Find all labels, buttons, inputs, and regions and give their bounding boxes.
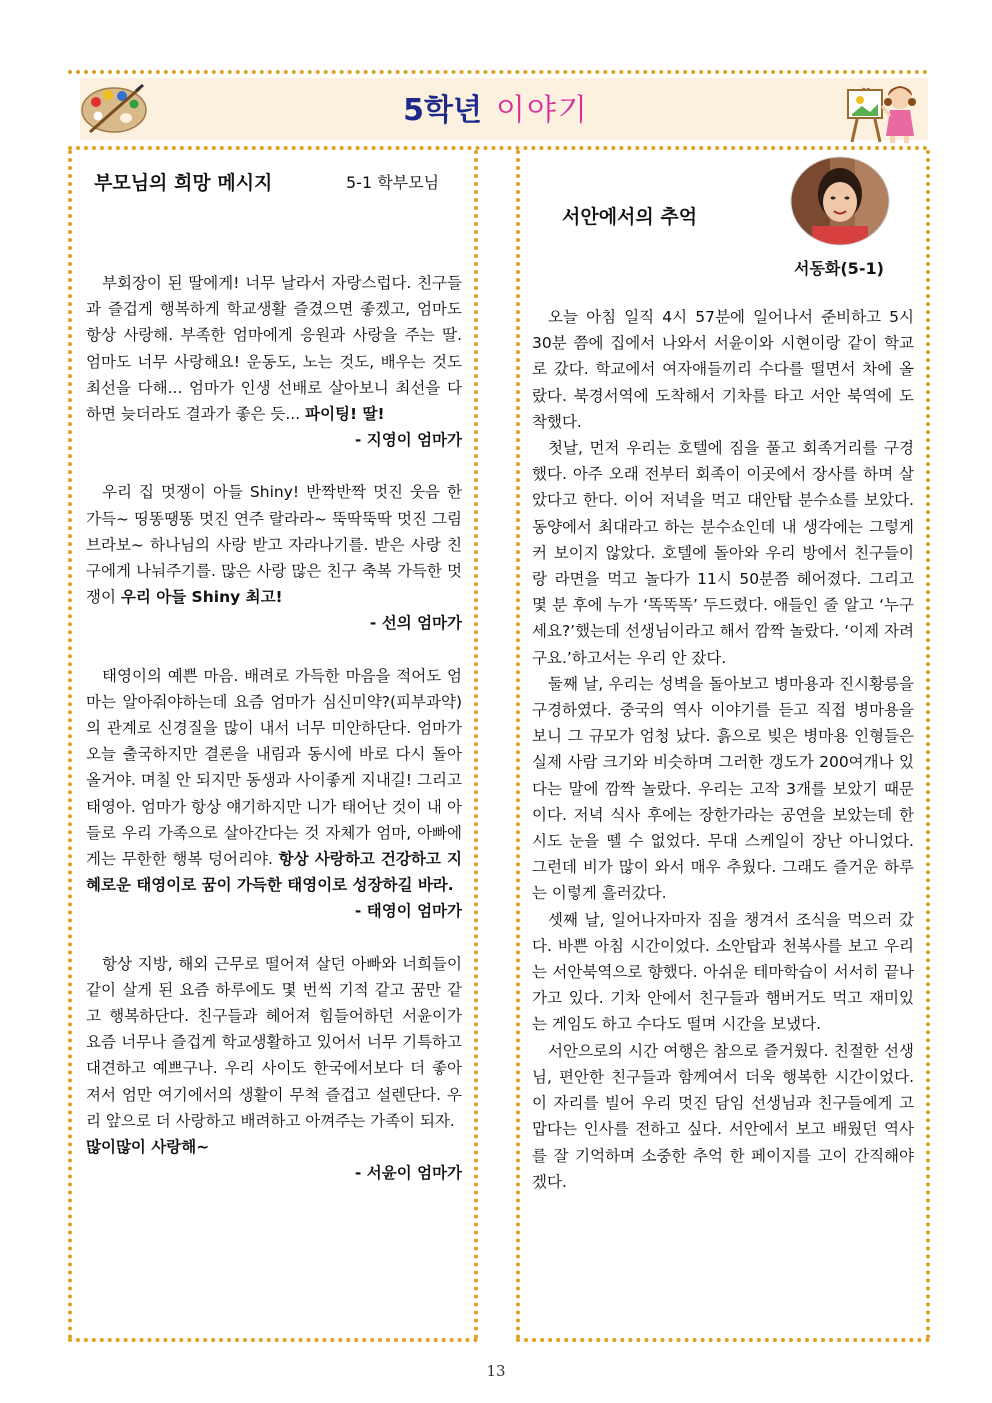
- paragraph-2: 첫날, 먼저 우리는 호텔에 짐을 풀고 회족거리를 구경했다. 아주 오래 전부터 회족이 이곳에서 장사를 하며 살았다고 한다. 이어 저녁을 먹고 대안탑 분수쇼를 보았다. 동양에서 최대라고 하는 분수쇼인데 내 생각에는 그렇게 커 보이지 않았다. 호텔에 돌아와 우리 방에서 친구들이랑 라면을 먹고 놀다가 11시 50분쯤 헤어졌다. 그리고 몇 분 후에 누가 ‘똑똑똑’ 두드렸다. 애들인 줄 알고 ‘누구세요?’했는데 선생님이라고 해서 깜짝 놀랐다. ‘이제 자려구요.’하고서는 우리 안 잤다.: [532, 439, 914, 667]
- message-3: 태영이의 예쁜 마음. 배려로 가득한 마음을 적어도 엄마는 알아줘야하는데 요즘 엄마가 심신미약?(피부과약)의 관계로 신경질을 많이 내서 너무 미안하단다. 엄마가 오늘 출국하지만 결론을 내림과 동시에 바로 다시 돌아 올거야. 며칠 안 되지만 동생과 사이좋게 지내길! 그리고 태영아. 엄마가 항상 얘기하지만 니가 태어난 것이 내 아들로 우리 가족으로 살아간다는 것 자체가 엄마, 아빠에게는 무한한 행복 덩어리야. 항상 사랑하고 건강하고 지혜로운 태영이로 꿈이 가득한 태영이로 성장하길 바라.: [86, 666, 462, 895]
- message-1-sign: - 지영이 엄마가: [354, 431, 462, 450]
- page-number: 13: [486, 1362, 506, 1380]
- right-column-right-border: [926, 150, 930, 1340]
- right-column-bottom-border: [516, 1338, 930, 1342]
- message-3-sign: - 태영이 엄마가: [354, 902, 462, 921]
- paragraph-5: 서안으로의 시간 여행은 참으로 즐거웠다. 친절한 선생님, 편안한 친구들과 함께여서 더욱 행복한 시간이었다. 이 자리를 빌어 우리 멋진 담임 선생님과 친구들에게 고맙다는 인사를 전하고 싶다. 서안에서 보고 배웠던 역사를 잘 기억하며 소중한 추억 한 페이지를 고이 간직해야겠다.: [532, 1041, 914, 1191]
- paragraph-3: 둘째 날, 우리는 성벽을 돌아보고 병마용과 진시황릉을 구경하였다. 중국의 역사 이야기를 듣고 직접 병마용을 보니 그 규모가 엄청 났다. 흙으로 빚은 병마용 인형들은 실제 사람 크기와 비슷하며 그러한 갱도가 200여개나 있다는 말에 깜짝 놀랐다. 우리는 고작 3개를 보았기 때문이다. 저녁 식사 후에는 장한가라는 공연을 보았는데 한 시도 눈을 뗄 수 없었다. 무대 스케일이 장난 아니었다. 그런데 비가 많이 와서 매우 추웠다. 그래도 즐거운 하루는 이렇게 흘러갔다.: [532, 674, 914, 903]
- message-2-sign: - 선의 엄마가: [369, 614, 462, 633]
- header-top-border: [68, 70, 928, 74]
- right-column-text: [532, 304, 914, 1195]
- message-4-bold: 많이많이 사랑해~: [86, 1138, 210, 1157]
- left-column-text: [86, 270, 462, 1187]
- title-grade: 5학년: [403, 93, 482, 128]
- right-section-title: 서안에서의 추억: [562, 206, 698, 228]
- message-4: 항상 지방, 해외 근무로 떨어져 살던 아빠와 너희들이 같이 살게 된 요즘 하루에도 몇 번씩 기적 같고 꿈만 같고 행복하단다. 친구들과 헤어져 힘들어하던 서윤이가 요즘 너무나 즐겁게 학교생활하고 있어서 너무 기특하고 대견하고 예쁘구나. 우리 사이도 한국에서보다 더 좋아져서 엄만 여기에서의 생활이 무척 즐겁고 설렌단다. 우리 앞으로 더 사랑하고 배려하고 아껴주는 가족이 되자.: [86, 954, 462, 1130]
- painter-girl-icon: [842, 76, 924, 144]
- title-story: 이야기: [495, 93, 589, 128]
- left-column-bottom-border: [68, 1338, 478, 1342]
- right-byline: 서동화(5-1): [794, 259, 884, 278]
- paragraph-4: 셋째 날, 일어나자마자 짐을 챙겨서 조식을 먹으러 갔다. 바쁜 아침 시간이었다. 소안탑과 천복사를 보고 우리는 서안북역으로 향했다. 아쉬운 테마학습이 서서히 끝나가고 있다. 기차 안에서 친구들과 햄버거도 먹고 재미있는 게임도 하고 수다도 떨며 시간을 보냈다.: [532, 910, 914, 1034]
- left-byline: 5-1 학부모님: [346, 173, 440, 192]
- left-column-left-border: [68, 150, 72, 1340]
- left-column-right-border: [474, 150, 478, 1340]
- header-bottom-border: [68, 146, 928, 150]
- message-4-sign: - 서윤이 엄마가: [354, 1164, 462, 1183]
- right-column-left-border: [516, 150, 520, 1340]
- message-1: 부회장이 된 딸에게! 너무 날라서 자랑스럽다. 친구들과 즐겁게 행복하게 학교생활 즐겼으면 좋겠고, 엄마도 항상 사랑해. 부족한 엄마에게 응원과 사랑을 주는 딸. 엄마도 너무 사랑해요! 운동도, 노는 것도, 배우는 것도 최선을 다해... 엄마가 인생 선배로 살아보니 최선을 다하면 늦더라도 결과가 좋은 듯... 파이팅! 딸!: [86, 274, 462, 424]
- message-2: 우리 집 멋쟁이 아들 Shiny! 반짝반짝 멋진 웃음 한 가득~ 띵똥땡똥 멋진 연주 랄라라~ 뚝딱뚝딱 멋진 그림 브라보~ 하나님의 사랑 받고 자라나기를. 받은 사랑 친구에게 나눠주기를. 많은 사랑 많은 친구 축복 가득한 멋쟁이 우리 아들 Shiny 최고!: [86, 483, 462, 607]
- left-section-title: 부모님의 희망 메시지: [94, 172, 273, 194]
- paragraph-1: 오늘 아침 일직 4시 57분에 일어나서 준비하고 5시 30분 쯤에 집에서 나와서 서윤이와 시현이랑 같이 학교로 갔다. 학교에서 여자애들끼리 수다를 떨면서 차에 올랐다. 북경서역에 도착해서 기차를 타고 서안 북역에 도착했다.: [532, 308, 914, 431]
- student-photo: [790, 156, 890, 246]
